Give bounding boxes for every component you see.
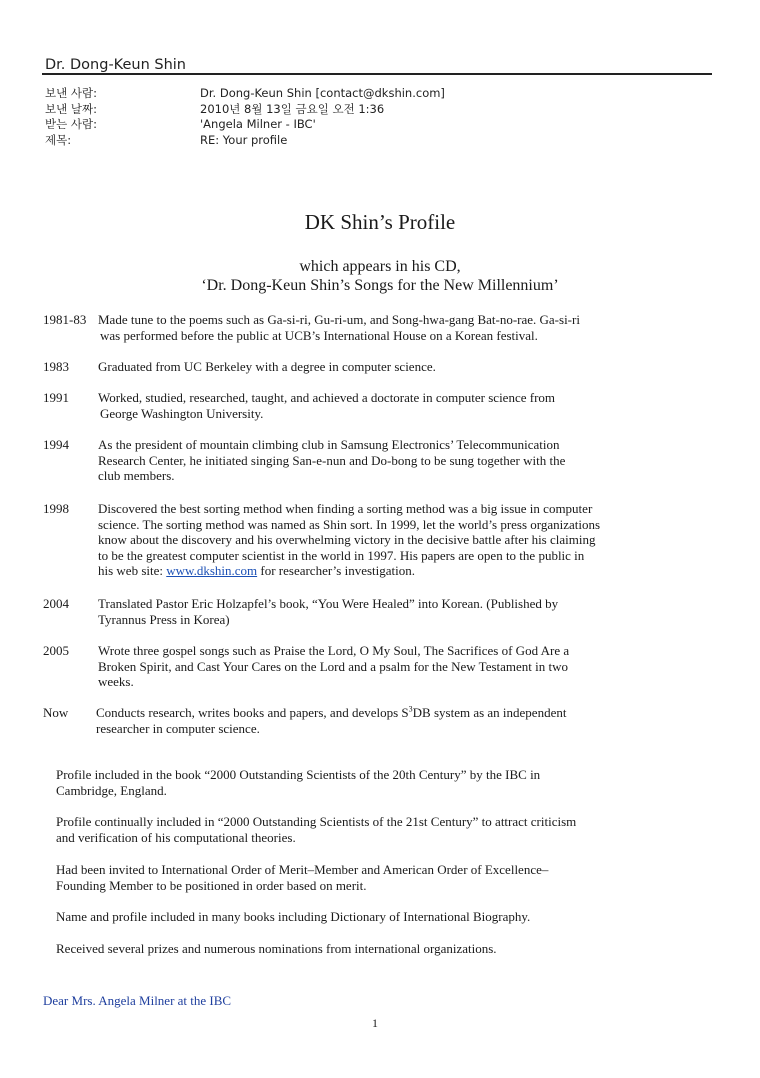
meta-date-label: 보낸 날짜: xyxy=(45,101,97,116)
achievement-item xyxy=(56,862,548,893)
timeline-description xyxy=(96,705,641,736)
website-link[interactable]: www.dkshin.com xyxy=(166,563,258,578)
achievement-line: Name and profile included in many books including Dictionary of International Biography. xyxy=(56,909,531,924)
description-line: was performed before the public at UCB’s International House on a Korean festival. xyxy=(100,327,538,343)
document-subtitle xyxy=(0,257,760,295)
description-line: to be the greatest computer scientist in the world in 1997. His papers are open to the public in xyxy=(98,547,585,563)
description-line: Translated Pastor Eric Holzapfel’s book, “You Were Healed” into Korean. (Published by xyxy=(98,596,559,611)
meta-from-label: 보낸 사람: xyxy=(45,86,97,100)
header-divider xyxy=(42,73,712,75)
now-line-suffix: DB system as an independent xyxy=(412,705,567,720)
timeline-description xyxy=(98,437,643,484)
achievement-line: Founding Member to be positioned in order based on merit. xyxy=(56,877,367,893)
meta-to-row xyxy=(45,117,445,133)
description-line: researcher in computer science. xyxy=(96,720,260,736)
meta-to-value: 'Angela Milner - IBC' xyxy=(200,117,316,131)
timeline-year: 2005 xyxy=(43,643,69,658)
subtitle-line-2: ‘Dr. Dong-Keun Shin’s Songs for the New Millennium’ xyxy=(201,277,559,294)
timeline-description xyxy=(98,390,643,421)
achievement-line: Cambridge, England. xyxy=(56,782,167,798)
description-line: Graduated from UC Berkeley with a degree in computer science. xyxy=(98,359,436,374)
meta-from-value: Dr. Dong-Keun Shin [contact@dkshin.com] xyxy=(200,86,445,100)
email-meta xyxy=(45,86,445,148)
description-line: Research Center, he initiated singing San-e-nun and Do-bong to be sung together with the xyxy=(98,452,566,468)
link-prefix: his web site: xyxy=(98,563,167,578)
description-line: Worked, studied, researched, taught, and achieved a doctorate in computer science from xyxy=(98,390,556,405)
timeline-year: 2004 xyxy=(43,596,69,611)
closing-salutation: Dear Mrs. Angela Milner at the IBC xyxy=(43,993,232,1008)
achievement-item xyxy=(56,814,576,845)
timeline-year: 1983 xyxy=(43,359,69,374)
document-title: DK Shin’s Profile xyxy=(304,210,456,234)
timeline-year: 1981-83 xyxy=(43,312,87,327)
meta-from-row xyxy=(45,86,445,102)
achievement-line: and verification of his computational theories. xyxy=(56,829,296,845)
timeline-description xyxy=(98,501,643,579)
description-line: Broken Spirit, and Cast Your Cares on the Lord and a psalm for the New Testament in two xyxy=(98,658,569,674)
achievement-line: Profile included in the book “2000 Outstanding Scientists of the 20th Century” by the IBC in xyxy=(56,767,541,782)
meta-date-value: 2010년 8월 13일 금요일 오전 1:36 xyxy=(200,101,385,116)
meta-subject-row xyxy=(45,133,445,149)
achievement-line: Profile continually included in “2000 Outstanding Scientists of the 21st Century” to attract criticism xyxy=(56,814,577,829)
now-line-prefix: Conducts research, writes books and papers, and develops S xyxy=(96,705,409,720)
achievement-line: Had been invited to International Order of Merit–Member and American Order of Excellence– xyxy=(56,862,549,877)
timeline-year: 1991 xyxy=(43,390,69,405)
timeline-description xyxy=(98,643,643,690)
achievement-item xyxy=(56,909,530,925)
meta-subject-value: RE: Your profile xyxy=(200,132,288,147)
meta-subject-label: 제목: xyxy=(45,132,72,147)
achievement-line: Received several prizes and numerous nominations from international organizations. xyxy=(56,941,497,956)
achievement-item xyxy=(56,767,540,798)
timeline-description xyxy=(98,312,643,343)
timeline-year: Now xyxy=(43,705,69,720)
description-line: As the president of mountain climbing club in Samsung Electronics’ Telecommunication xyxy=(98,437,560,452)
description-line xyxy=(96,705,641,721)
page-number: 1 xyxy=(372,1016,378,1030)
superscript: 3 xyxy=(408,704,413,714)
description-line: weeks. xyxy=(98,674,134,689)
timeline-year: 1998 xyxy=(43,501,69,516)
meta-to-label: 받는 사람: xyxy=(45,117,97,131)
sender-name: Dr. Dong-Keun Shin xyxy=(45,57,186,73)
timeline-description xyxy=(98,359,643,375)
description-line: Wrote three gospel songs such as Praise the Lord, O My Soul, The Sacrifices of God Are a xyxy=(98,643,570,658)
description-line: science. The sorting method was named as Shin sort. In 1999, let the world’s press organizations xyxy=(98,516,601,532)
description-line: Discovered the best sorting method when finding a sorting method was a big issue in computer xyxy=(98,501,593,516)
description-line-with-link xyxy=(98,563,643,579)
timeline-year: 1994 xyxy=(43,437,69,452)
description-line: Made tune to the poems such as Ga-si-ri, Gu-ri-um, and Song-hwa-gang Bat-no-rae. Ga-si-ri xyxy=(98,312,580,327)
subtitle-line-1: which appears in his CD, xyxy=(299,258,461,275)
description-line: club members. xyxy=(98,468,175,483)
achievement-item xyxy=(56,941,497,957)
timeline-description xyxy=(98,596,643,627)
description-line: Tyrannus Press in Korea) xyxy=(98,611,230,627)
description-line: George Washington University. xyxy=(100,405,264,421)
description-line: know about the discovery and his overwhelming victory in the decisive battle after his claiming xyxy=(98,532,596,547)
meta-date-row xyxy=(45,102,445,118)
link-suffix: for researcher’s investigation. xyxy=(257,563,415,578)
